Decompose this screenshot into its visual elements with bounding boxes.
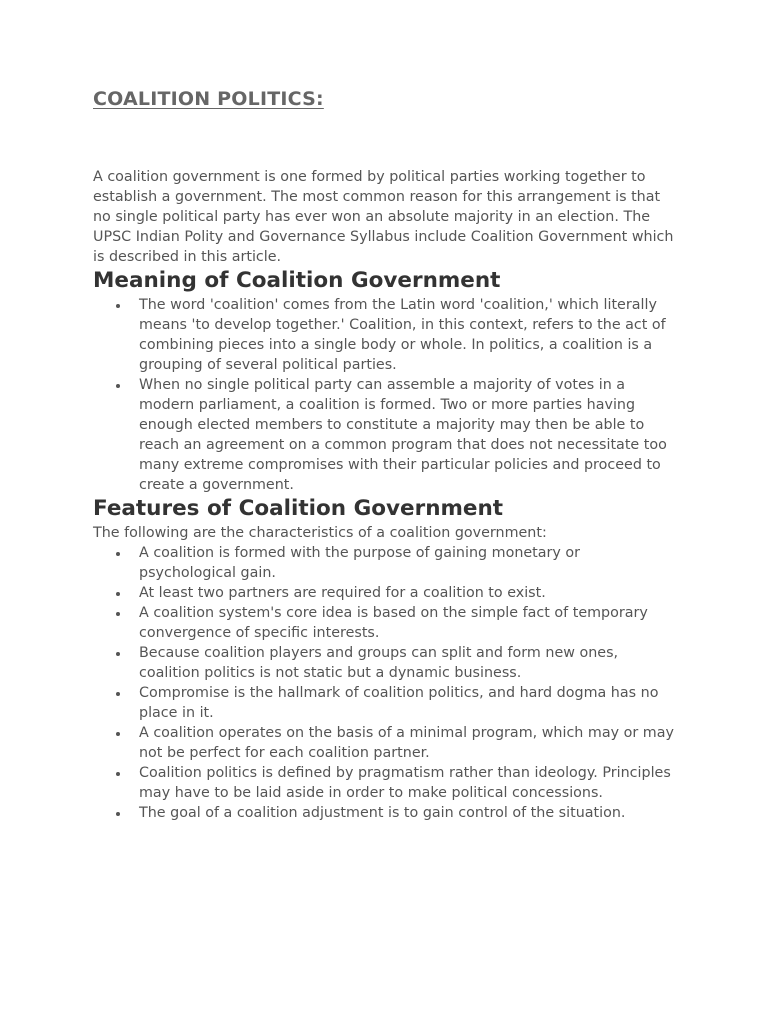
- intro-paragraph: A coalition government is one formed by political parties working together to establish a government. The most common reason for this arrangement is that no single political party has ever won an absolute majority in an election. The UPSC Indian Polity and Governance Syllabus include Coalition Government which is described in this article.: [93, 169, 674, 265]
- features-lead-paragraph: The following are the characteristics of a coalition government:: [93, 525, 547, 541]
- bullet-icon: [116, 732, 120, 736]
- list-item-text: When no single political party can assemble a majority of votes in a modern parliament, a coalition is formed. Two or more parties having enough elected members to constitute a majority may then be able to reach an agreement on a common program that does not necessitate too many extreme compromises with their particular policies and proceed to create a government.: [139, 377, 667, 493]
- bullet-icon: [116, 592, 120, 596]
- list-item: [93, 723, 678, 763]
- bullet-icon: [116, 612, 120, 616]
- bullet-icon: [116, 812, 120, 816]
- bullet-icon: [116, 652, 120, 656]
- list-item: [93, 375, 678, 495]
- list-item-text: At least two partners are required for a coalition to exist.: [139, 585, 546, 601]
- list-item: [93, 763, 678, 803]
- list-item-text: Compromise is the hallmark of coalition politics, and hard dogma has no place in it.: [139, 685, 659, 721]
- bullet-icon: [116, 772, 120, 776]
- document-body: [93, 167, 678, 823]
- list-item-text: A coalition is formed with the purpose of gaining monetary or psychological gain.: [139, 545, 581, 581]
- list-item: [93, 603, 678, 643]
- features-heading: Features of Coalition Government: [93, 496, 504, 521]
- document-title: COALITION POLITICS:: [93, 88, 324, 110]
- bullet-icon: [116, 692, 120, 696]
- list-item: [93, 683, 678, 723]
- list-item-text: Coalition politics is defined by pragmatism rather than ideology. Principles may have to be laid aside in order to make political concessions.: [139, 765, 671, 801]
- list-item: [93, 643, 678, 683]
- list-item: [93, 583, 678, 603]
- list-item-text: The goal of a coalition adjustment is to gain control of the situation.: [139, 805, 626, 821]
- bullet-icon: [116, 384, 120, 388]
- list-item: [93, 295, 678, 375]
- list-item-text: The word 'coalition' comes from the Latin word 'coalition,' which literally means 'to develop together.' Coalition, in this context, refers to the act of combining pieces into a single body or whole. In politics, a coalition is a grouping of several political parties.: [139, 297, 666, 373]
- list-item: [93, 803, 678, 823]
- bullet-icon: [116, 552, 120, 556]
- meaning-list: [93, 295, 678, 495]
- list-item: [93, 543, 678, 583]
- list-item-text: Because coalition players and groups can split and form new ones, coalition politics is not static but a dynamic business.: [139, 645, 619, 681]
- list-item-text: A coalition operates on the basis of a minimal program, which may or may not be perfect for each coalition partner.: [139, 725, 674, 761]
- bullet-icon: [116, 304, 120, 308]
- list-item-text: A coalition system's core idea is based on the simple fact of temporary convergence of specific interests.: [139, 605, 648, 641]
- features-list: [93, 543, 678, 823]
- meaning-heading: Meaning of Coalition Government: [93, 268, 501, 293]
